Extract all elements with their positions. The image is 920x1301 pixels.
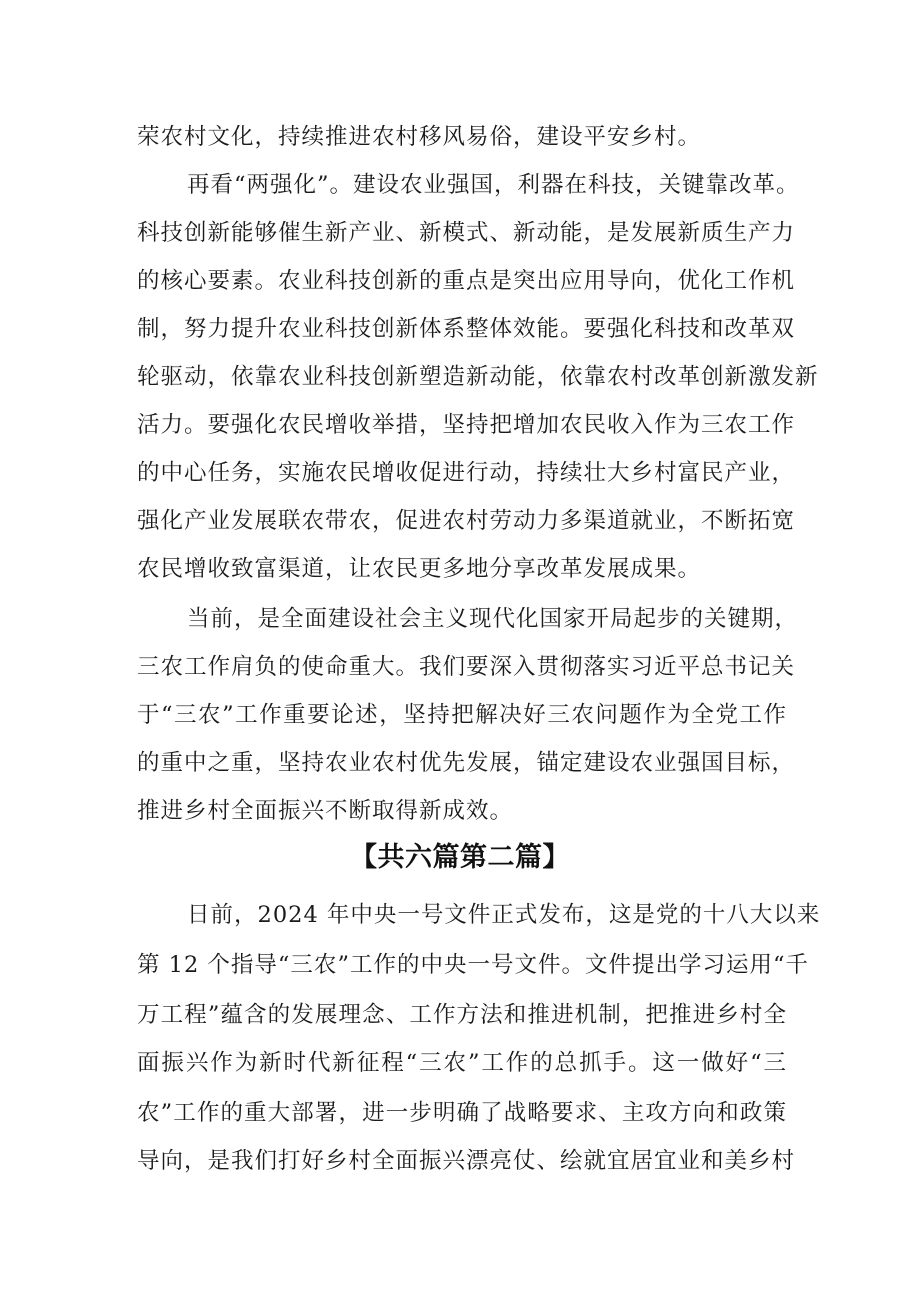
text-line: 的重中之重，坚持农业农村优先发展，锚定建设农业强国目标， [137, 750, 796, 776]
paragraph-first-line: 再看“两强化”。建设农业强国，利器在科技，关键靠改革。 [187, 172, 800, 198]
text-line: 导向，是我们打好乡村全面振兴漂亮仗、绘就宜居宜业和美乡村 [137, 1148, 796, 1174]
text-line: 农”工作的重大部署，进一步明确了战略要求、主攻方向和政策 [137, 1100, 787, 1126]
text-line: 荣农村文化，持续推进农村移风易俗，建设平安乡村。 [137, 124, 702, 150]
text-line: 推进乡村全面振兴不断取得新成效。 [137, 798, 514, 824]
text-line: 第 12 个指导“三农”工作的中央一号文件。文件提出学习运用“千 [137, 952, 809, 978]
text-line: 于“三农”工作重要论述，坚持把解决好三农问题作为全党工作 [137, 702, 787, 728]
paragraph-first-line: 当前，是全面建设社会主义现代化国家开局起步的关键期， [187, 606, 799, 632]
text-line: 科技创新能够催生新产业、新模式、新动能，是发展新质生产力 [137, 220, 796, 246]
text-line: 的核心要素。农业科技创新的重点是突出应用导向，优化工作机 [137, 268, 796, 294]
text-line: 强化产业发展联农带农，促进农村劳动力多渠道就业，不断拓宽 [137, 508, 796, 534]
section-heading: 【共六篇第二篇】 [350, 842, 570, 873]
text-line: 轮驱动，依靠农业科技创新塑造新动能，依靠农村改革创新激发新 [137, 364, 819, 390]
text-line: 活力。要强化农民增收举措，坚持把增加农民收入作为三农工作 [137, 412, 796, 438]
text-line: 农民增收致富渠道，让农民更多地分享改革发展成果。 [137, 556, 702, 582]
text-line: 万工程”蕴含的发展理念、工作方法和推进机制，把推进乡村全 [137, 1002, 787, 1028]
paragraph-first-line: 日前，2024 年中央一号文件正式发布，这是党的十八大以来 [187, 902, 821, 928]
text-line: 制，努力提升农业科技创新体系整体效能。要强化科技和改革双 [137, 316, 796, 342]
text-line: 三农工作肩负的使命重大。我们要深入贯彻落实习近平总书记关 [137, 654, 796, 680]
text-line: 面振兴作为新时代新征程“三农”工作的总抓手。这一做好“三 [137, 1050, 787, 1076]
text-line: 的中心任务，实施农民增收促进行动，持续壮大乡村富民产业， [137, 460, 796, 486]
